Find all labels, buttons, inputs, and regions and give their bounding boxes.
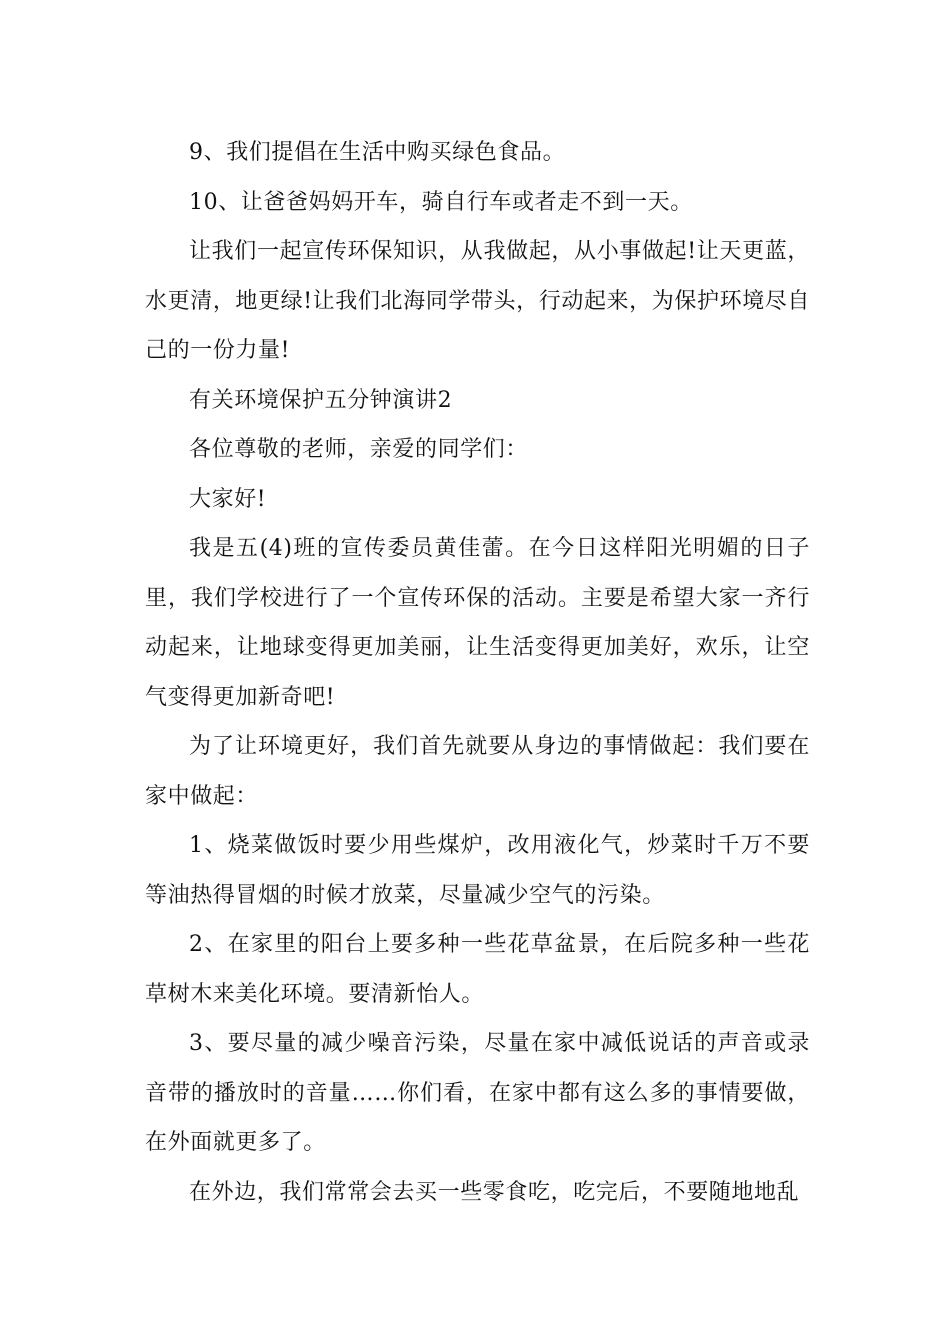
intro-paragraph: 我是五(4)班的宣传委员黄佳蕾。在今日这样阳光明媚的日子里，我们学校进行了一个宣传环保的活动。主要是希望大家一齐行动起来，让地球变得更加美丽，让生活变得更加美好，欢乐，让空气变得更加新奇吧! <box>145 536 810 710</box>
closing-call-paragraph: 让我们一起宣传环保知识，从我做起，从小事做起!让天更蓝，水更清，地更绿!让我们北海同学带头，行动起来，为保护环境尽自己的一份力量! <box>145 239 810 363</box>
paragraph-item-9: 9、我们提倡在生活中购买绿色食品。 <box>189 140 566 165</box>
greeting: 大家好! <box>189 486 267 512</box>
speech-title: 有关环境保护五分钟演讲2 <box>189 387 453 413</box>
home-action-item-2: 2、在家里的阳台上要多种一些花草盆景，在后院多种一些花草树木来美化环境。要清新怡人。 <box>145 932 810 1007</box>
home-action-item-3: 3、要尽量的减少噪音污染，尽量在家中减低说话的声音或录音带的播放时的音量……你们看，在家中都有这么多的事情要做，在外面就更多了。 <box>145 1031 810 1155</box>
home-action-item-1: 1、烧菜做饭时要少用些煤炉，改用液化气，炒菜时千万不要等油热得冒烟的时候才放菜，尽量减少空气的污染。 <box>145 833 810 908</box>
document-body <box>145 128 810 1217</box>
paragraph-item-10: 10、让爸爸妈妈开车，骑自行车或者走不到一天。 <box>189 189 693 215</box>
home-action-intro: 为了让环境更好，我们首先就要从身边的事情做起：我们要在家中做起： <box>145 734 810 809</box>
outside-paragraph: 在外边，我们常常会去买一些零食吃，吃完后，不要随地地乱 <box>189 1179 800 1205</box>
salutation: 各位尊敬的老师，亲爱的同学们： <box>189 437 529 462</box>
